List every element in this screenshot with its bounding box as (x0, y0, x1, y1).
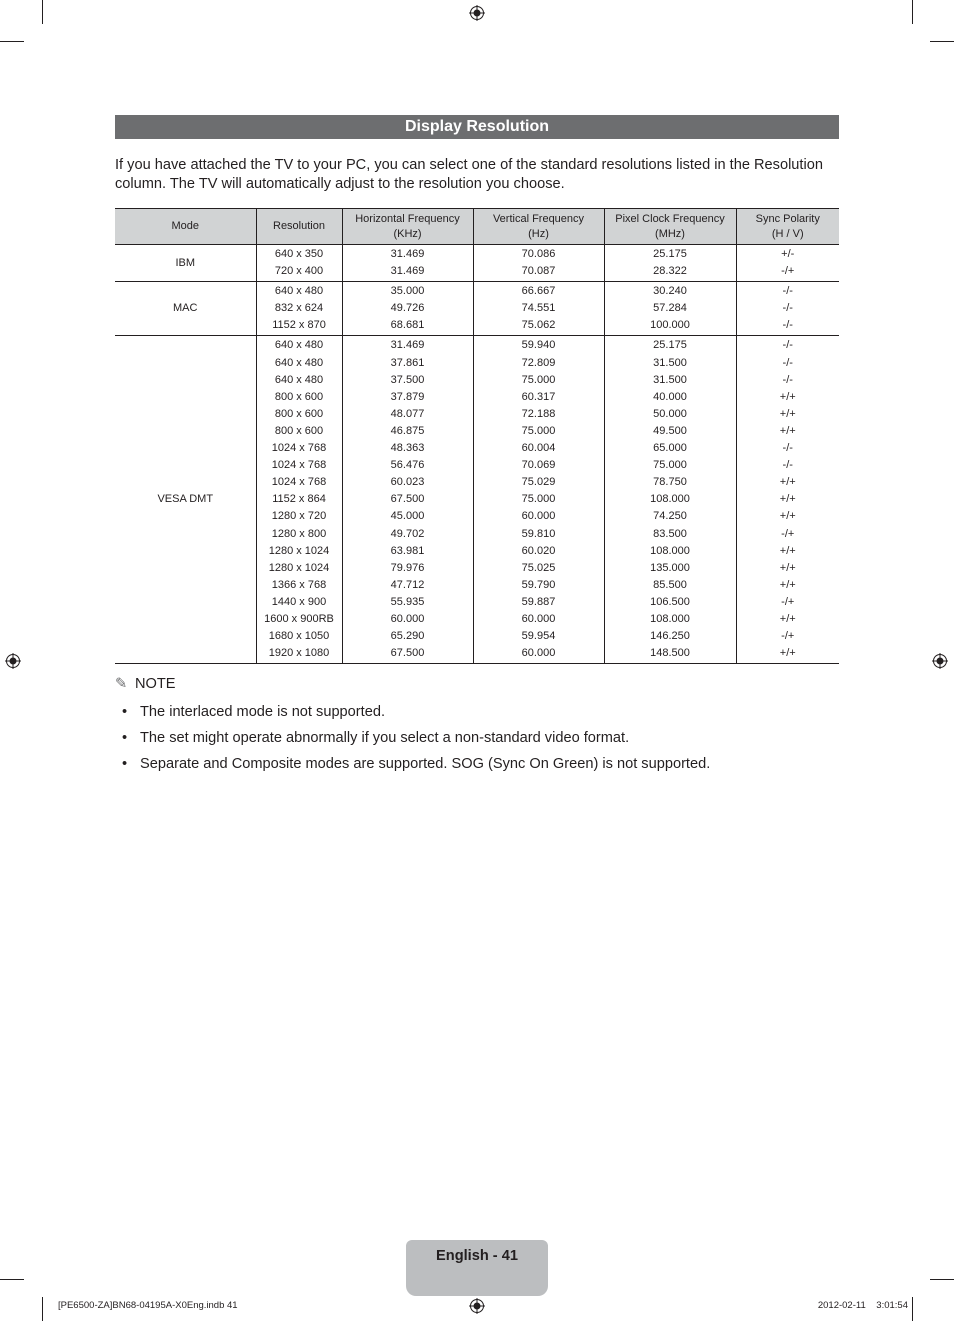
note-heading-label: NOTE (135, 676, 176, 692)
cell-value: -/+ (781, 630, 795, 643)
crop-mark (930, 1279, 954, 1280)
cell-value: 49.500 (653, 424, 687, 437)
intro-paragraph: If you have attached the TV to your PC, you can select one of the standard resolutions listed in the Resolution column. The TV will automatically adjust to the resolution you choose. (115, 157, 823, 192)
table-row (115, 336, 839, 664)
page-number-tab (406, 1240, 548, 1296)
header-mode: Mode (115, 209, 256, 245)
cell-value: 65.000 (653, 442, 687, 455)
cell-value: 55.935 (390, 595, 425, 608)
cell-value: 37.861 (390, 356, 425, 369)
cell-value: 67.500 (390, 647, 425, 660)
cell-value: 640 x 480 (274, 339, 324, 352)
cell-value: 108.000 (650, 493, 690, 506)
crop-mark (912, 0, 913, 24)
cell-value: 67.500 (390, 493, 425, 506)
cell-value: 72.188 (521, 407, 556, 420)
crop-mark (0, 41, 24, 42)
cell-value: -/- (782, 302, 793, 315)
cell-value: 75.025 (521, 561, 556, 574)
cell-value: +/+ (779, 476, 796, 489)
table-group-vesa-dmt (115, 336, 839, 664)
note-item: • The interlaced mode is not supported. (122, 704, 385, 720)
registration-mark-icon (469, 1298, 485, 1314)
pencil-note-icon: ✎ (115, 676, 128, 692)
cell-value: 85.500 (653, 578, 687, 591)
cell-value: 59.954 (521, 630, 556, 643)
cell-value: -/+ (781, 527, 795, 540)
bullet-icon: • (122, 756, 128, 772)
note-list (115, 703, 875, 781)
table-group-mac (115, 282, 839, 336)
cell-value: 106.500 (650, 595, 690, 608)
cell-value: 1024 x 768 (271, 459, 327, 472)
cell-value: 146.250 (650, 630, 690, 643)
cell-value: 1024 x 768 (271, 476, 327, 489)
cell-value: 135.000 (650, 561, 690, 574)
cell-value: +/+ (779, 647, 796, 660)
cell-value: 72.809 (521, 356, 556, 369)
cell-value: +/+ (779, 544, 796, 557)
registration-mark-icon (469, 5, 485, 21)
cell-value: +/+ (779, 424, 796, 437)
cell-value: 60.000 (521, 612, 556, 625)
table-group-ibm (115, 245, 839, 282)
cell-value: 1152 x 870 (272, 319, 326, 332)
cell-value: 59.790 (521, 578, 556, 591)
mode-cell: VESA DMT (157, 493, 214, 506)
resolution-cell (256, 336, 342, 664)
cell-value: 70.069 (521, 459, 556, 472)
cell-value: 75.062 (521, 319, 556, 332)
cell-value: 30.240 (653, 285, 687, 298)
cell-value: 37.879 (390, 390, 425, 403)
sync-polarity-cell (736, 282, 839, 336)
cell-value: 83.500 (653, 527, 687, 540)
print-slug-file: [PE6500-ZA]BN68-04195A-X0Eng.indb 41 (58, 1300, 238, 1311)
cell-value: 48.363 (390, 442, 425, 455)
cell-value: -/+ (781, 595, 795, 608)
print-slug-timestamp: 2012-02-11 3:01:54 (817, 1300, 908, 1311)
cell-value: 75.000 (653, 459, 687, 472)
cell-value: 1440 x 900 (271, 595, 327, 608)
cell-value: 832 x 624 (274, 302, 324, 315)
cell-value: 1680 x 1050 (268, 630, 330, 643)
crop-mark (912, 1297, 913, 1321)
registration-mark-icon (5, 653, 21, 669)
cell-value: -/- (782, 285, 793, 298)
pixel-clock-cell (604, 336, 736, 664)
cell-value: +/- (781, 248, 795, 260)
cell-value: 60.004 (521, 442, 556, 455)
cell-value: 75.000 (521, 493, 556, 506)
cell-value: 25.175 (653, 339, 687, 352)
cell-value: 31.469 (390, 339, 425, 352)
horizontal-frequency-cell (342, 336, 473, 664)
cell-value: 1600 x 900RB (264, 612, 334, 625)
cell-value: 66.667 (521, 285, 556, 298)
cell-value: 108.000 (650, 544, 690, 557)
cell-value: 640 x 480 (274, 373, 324, 386)
header-sync-polarity: Sync Polarity (H / V) (736, 209, 839, 245)
cell-value: 720 x 400 (274, 265, 324, 278)
cell-value: 59.940 (521, 339, 556, 352)
cell-value: 640 x 480 (274, 356, 324, 369)
cell-value: -/- (782, 339, 793, 352)
cell-value: 50.000 (653, 407, 687, 420)
cell-value: 25.175 (653, 248, 687, 260)
cell-value: 1280 x 1024 (268, 544, 330, 557)
cell-value: 100.000 (650, 319, 690, 332)
cell-value: 1152 x 864 (272, 493, 326, 506)
crop-mark (0, 1279, 24, 1280)
registration-mark-icon (932, 653, 948, 669)
page-number-label: English - 41 (436, 1248, 518, 1264)
mode-cell: IBM (175, 256, 196, 269)
cell-value: -/- (782, 356, 793, 369)
resolution-cell (256, 282, 342, 336)
note-item: • The set might operate abnormally if you select a non-standard video format. (122, 730, 630, 746)
table-header-row (115, 209, 839, 245)
cell-value: 59.887 (521, 595, 556, 608)
cell-value: 1280 x 1024 (268, 561, 330, 574)
cell-value: 48.077 (390, 407, 425, 420)
vertical-frequency-cell (473, 245, 604, 282)
cell-value: +/+ (779, 612, 796, 625)
cell-value: 800 x 600 (274, 424, 324, 437)
header-horizontal-frequency: Horizontal Frequency (KHz) (342, 209, 473, 245)
note-heading (115, 675, 176, 693)
sync-polarity-cell (736, 336, 839, 664)
cell-value: 108.000 (650, 612, 690, 625)
crop-mark (42, 1297, 43, 1321)
cell-value: 75.000 (521, 373, 556, 386)
cell-value: 68.681 (390, 319, 425, 332)
cell-value: 75.000 (521, 424, 556, 437)
cell-value: 28.322 (653, 265, 687, 278)
crop-mark (930, 41, 954, 42)
cell-value: 75.029 (521, 476, 556, 489)
cell-value: 1280 x 800 (271, 527, 327, 540)
cell-value: -/- (782, 319, 793, 332)
cell-value: 31.469 (390, 265, 425, 278)
cell-value: -/- (782, 373, 793, 386)
cell-value: 56.476 (390, 459, 425, 472)
resolution-table (115, 208, 839, 664)
pixel-clock-cell (604, 282, 736, 336)
table-row (115, 282, 839, 336)
header-resolution: Resolution (256, 209, 342, 245)
crop-mark (42, 0, 43, 24)
cell-value: 1366 x 768 (271, 578, 327, 591)
cell-value: 70.086 (521, 248, 556, 260)
cell-value: 57.284 (653, 302, 687, 315)
cell-value: 47.712 (390, 578, 425, 591)
cell-value: 60.000 (521, 647, 556, 660)
cell-value: 60.317 (521, 390, 556, 403)
horizontal-frequency-cell (342, 282, 473, 336)
cell-value: 49.726 (390, 302, 425, 315)
cell-value: 63.981 (390, 544, 425, 557)
cell-value: 59.810 (521, 527, 556, 540)
cell-value: -/+ (781, 265, 795, 278)
cell-value: +/+ (779, 561, 796, 574)
mode-cell: MAC (173, 302, 198, 315)
bullet-icon: • (122, 730, 128, 746)
note-item: • Separate and Composite modes are supported. SOG (Sync On Green) is not supported. (122, 756, 711, 772)
cell-value: -/- (782, 459, 793, 472)
pixel-clock-cell (604, 245, 736, 282)
cell-value: 49.702 (390, 527, 425, 540)
cell-value: 74.250 (653, 510, 687, 523)
cell-value: 35.000 (390, 285, 425, 298)
resolution-cell (256, 245, 342, 282)
vertical-frequency-cell (473, 336, 604, 664)
table-row (115, 245, 839, 282)
cell-value: +/+ (779, 390, 796, 403)
cell-value: 60.000 (390, 612, 425, 625)
cell-value: 640 x 480 (274, 285, 324, 298)
cell-value: 31.500 (653, 356, 687, 369)
cell-value: 800 x 600 (274, 390, 324, 403)
cell-value: 1280 x 720 (271, 510, 327, 523)
cell-value: +/+ (779, 407, 796, 420)
cell-value: 70.087 (521, 265, 556, 278)
sync-polarity-cell (736, 245, 839, 282)
horizontal-frequency-cell (342, 245, 473, 282)
cell-value: 45.000 (390, 510, 425, 523)
cell-value: 65.290 (390, 630, 425, 643)
cell-value: +/+ (779, 493, 796, 506)
header-pixel-clock-frequency: Pixel Clock Frequency (MHz) (604, 209, 736, 245)
bullet-icon: • (122, 704, 128, 720)
cell-value: 60.000 (521, 510, 556, 523)
cell-value: +/+ (779, 510, 796, 523)
section-title: Display Resolution (115, 115, 839, 139)
cell-value: +/+ (779, 578, 796, 591)
cell-value: 46.875 (390, 424, 425, 437)
cell-value: 1024 x 768 (271, 442, 327, 455)
cell-value: 79.976 (390, 561, 425, 574)
cell-value: 640 x 350 (274, 248, 324, 260)
cell-value: 60.023 (390, 476, 425, 489)
cell-value: 148.500 (650, 647, 690, 660)
cell-value: 74.551 (521, 302, 556, 315)
cell-value: 31.469 (390, 248, 425, 260)
cell-value: 60.020 (521, 544, 556, 557)
cell-value: 800 x 600 (274, 407, 324, 420)
cell-value: 1920 x 1080 (268, 647, 330, 660)
vertical-frequency-cell (473, 282, 604, 336)
cell-value: 37.500 (390, 373, 425, 386)
cell-value: 78.750 (653, 476, 687, 489)
cell-value: -/- (782, 442, 793, 455)
cell-value: 40.000 (653, 390, 687, 403)
cell-value: 31.500 (653, 373, 687, 386)
header-vertical-frequency: Vertical Frequency (Hz) (473, 209, 604, 245)
